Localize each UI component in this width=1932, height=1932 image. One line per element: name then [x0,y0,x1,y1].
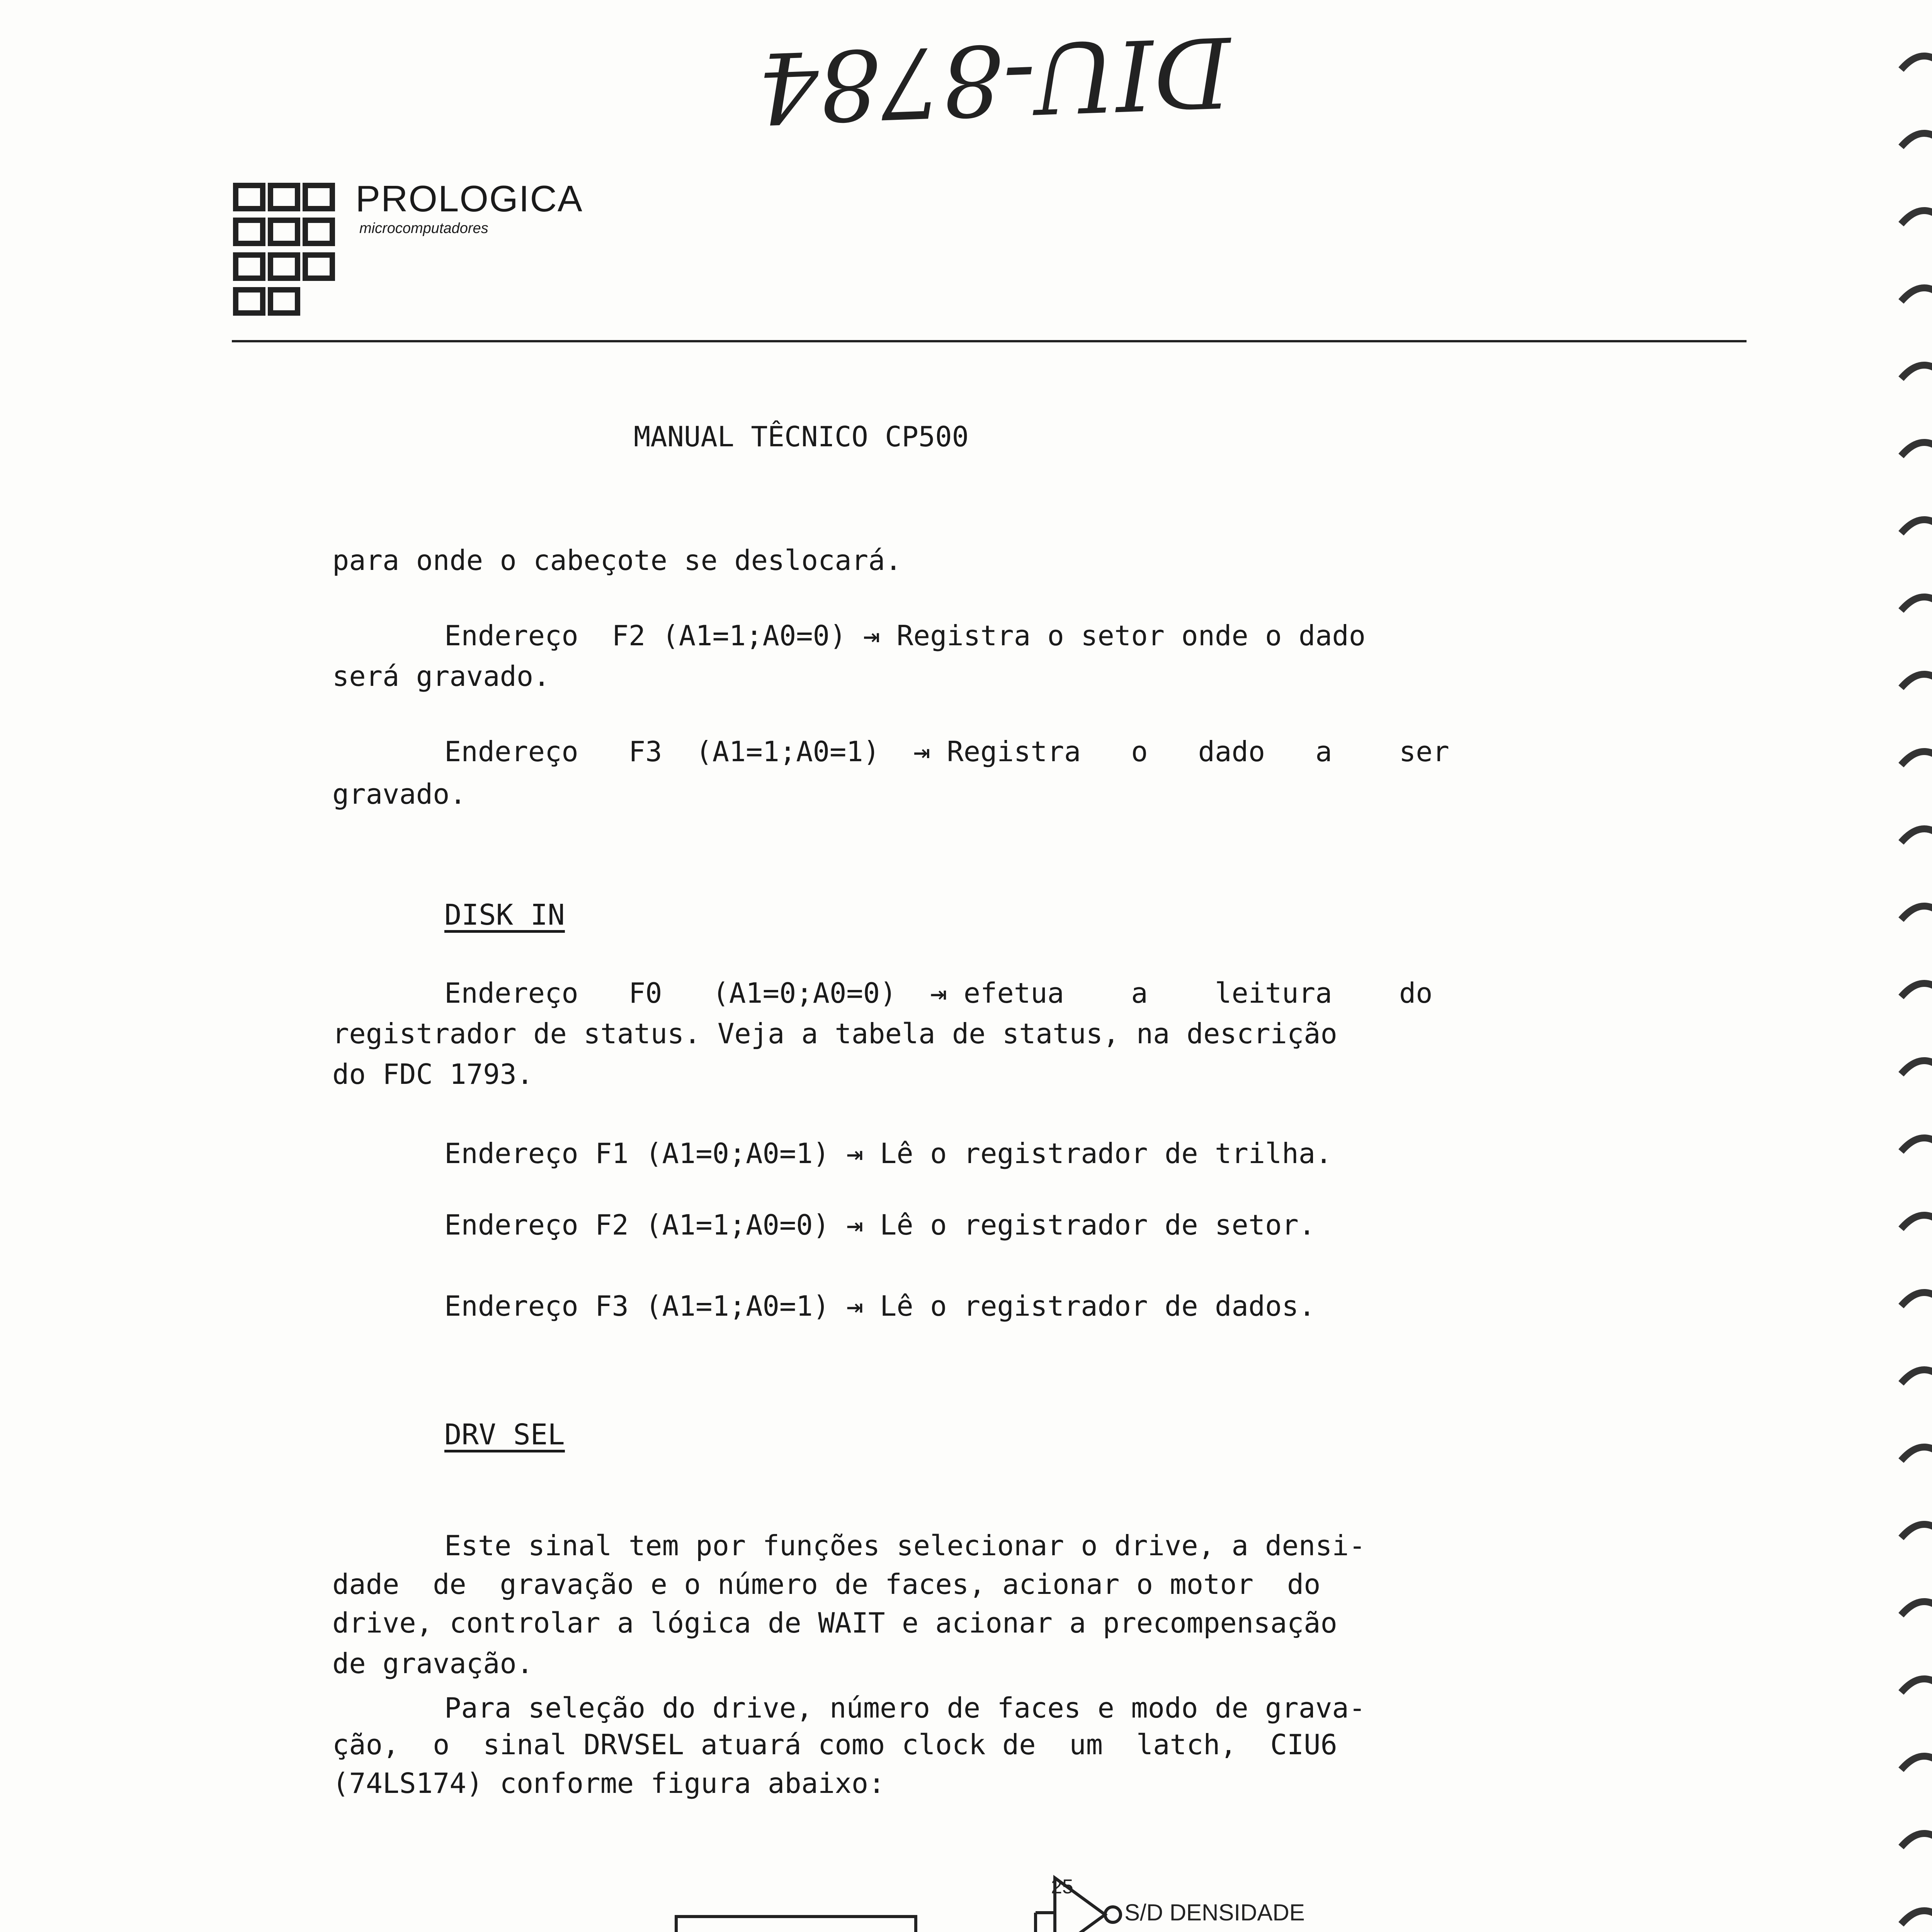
paragraph-4-line-3: do FDC 1793. [332,1058,534,1090]
paragraph-8-line-2: dade de gravação e o número de faces, acionar o motor do [332,1568,1321,1600]
paragraph-8-line-4: de gravação. [332,1647,534,1680]
u6-chip [676,1917,916,1932]
paragraph-6: Endereço F2 (A1=1;A0=0) ⇥ Lê o registrador de setor. [444,1209,1316,1241]
paragraph-3-line-2: gravado. [332,778,466,810]
latch-circuit-diagram [502,1874,1546,1932]
disk-in-heading: DISK IN [444,898,565,932]
paragraph-4-line-2: registrador de status. Veja a tabela de status, na descrição [332,1017,1337,1050]
paragraph-3-line-1: Endereço F3 (A1=1;A0=1) ⇥ Registra o dado a ser [444,735,1449,768]
handwritten-top-code: DIU-8784 [755,15,1233,144]
paragraph-1: para onde o cabeçote se deslocará. [332,544,902,577]
logo-name: PROLOGICA [355,178,583,219]
paragraph-2-line-2: será gravado. [332,660,550,692]
paragraph-5: Endereço F1 (A1=0;A0=1) ⇥ Lê o registrador de trilha. [444,1137,1332,1170]
logo-mark [232,178,348,340]
paragraph-4-line-1: Endereço F0 (A1=0;A0=0) ⇥ efetua a leitura do [444,977,1433,1009]
paragraph-8-line-3: drive, controlar a lógica de WAIT e acionar a precompensação [332,1607,1337,1639]
paragraph-9-line-3: (74LS174) conforme figura abaixo: [332,1767,885,1799]
paragraph-8-line-1: Este sinal tem por funções selecionar o drive, a densi- [444,1529,1366,1562]
drv-sel-heading: DRV SEL [444,1418,565,1451]
spiral-binding [1886,0,1932,1932]
paragraph-9-line-1: Para seleção do drive, número de faces e modo de grava- [444,1692,1366,1724]
header-rule [232,340,1747,342]
paragraph-7: Endereço F3 (A1=1;A0=1) ⇥ Lê o registrador de dados. [444,1290,1316,1322]
page-title: MANUAL TÊCNICO CP500 [634,420,969,453]
logo-subtitle: microcomputadores [359,220,488,236]
paragraph-9-line-2: ção, o sinal DRVSEL atuará como clock de um latch, CIU6 [332,1728,1337,1761]
output-density: S/D DENSIDADE [1124,1900,1305,1925]
gate-number: 25 [1051,1876,1073,1898]
paragraph-2-line-1: Endereço F2 (A1=1;A0=0) ⇥ Registra o setor onde o dado [444,619,1366,652]
